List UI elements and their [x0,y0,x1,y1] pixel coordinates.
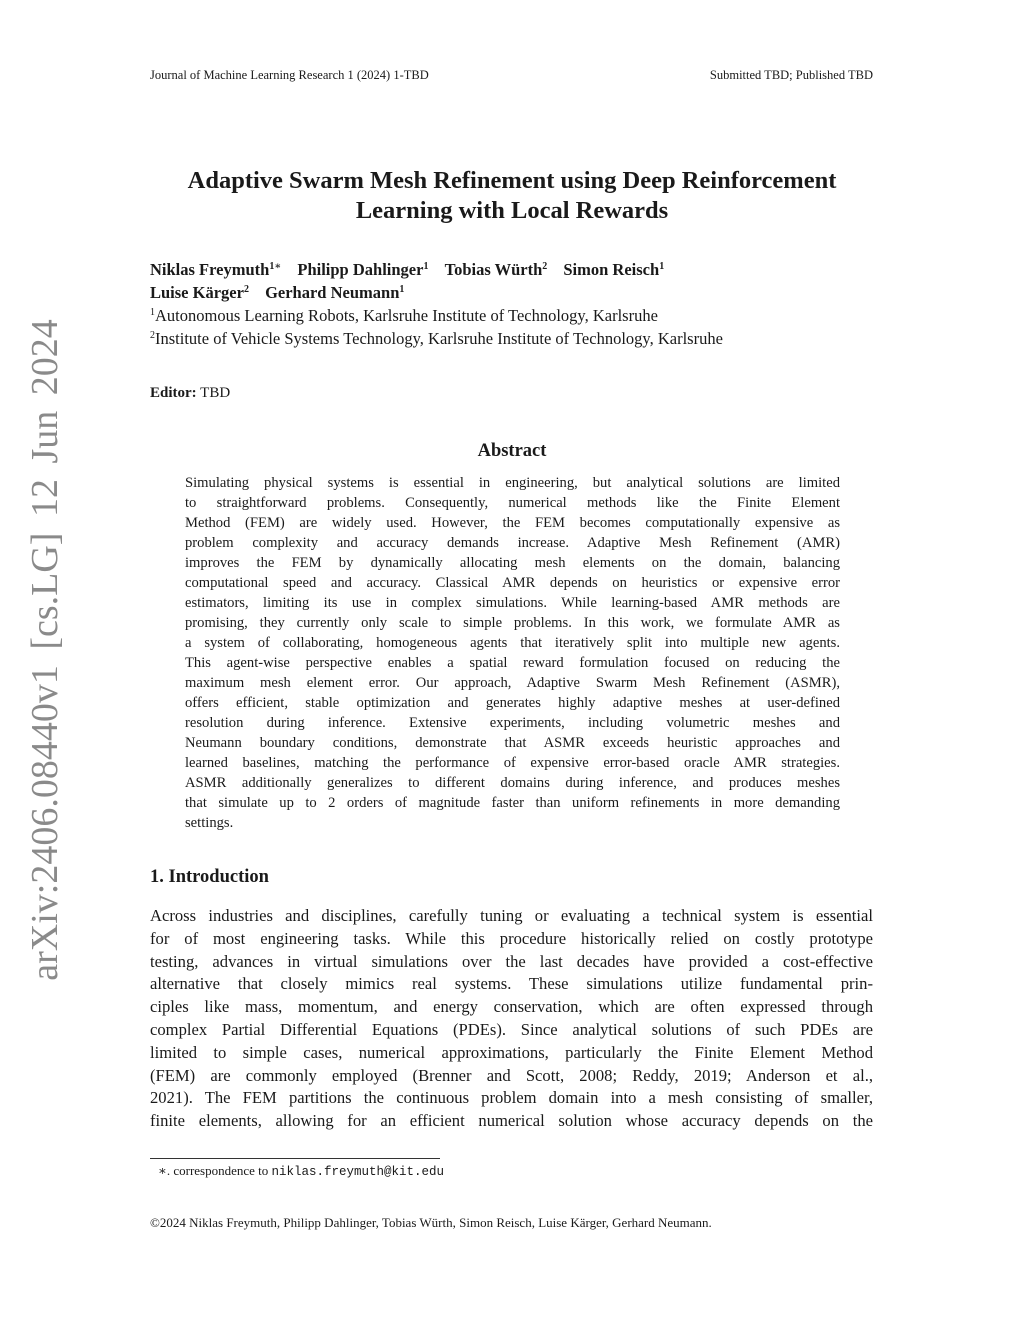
author: Niklas Freymuth$^{1∗}$ [150,260,282,279]
text-line: learned baselines, matching the performance of expensive error-based oracle AMR strategies. [185,755,840,771]
text-line: for of most engineering tasks. While this procedure historically relied on costly prototype [150,928,873,948]
text-line: settings. [185,815,234,831]
text-line: promising, they currently only scale to simple problems. In this work, we formulate AMR as [185,615,840,631]
text-line: 2021). The FEM partitions the continuous problem domain into a mesh consisting of smaller, [150,1088,873,1108]
affiliation: $^2$Institute of Vehicle Systems Technology, Karlsruhe Institute of Technology, Karlsruhe [150,329,723,348]
publication-status: Submitted TBD; Published TBD [709,68,873,82]
author-line-1 [150,258,723,281]
text-line: Across industries and disciplines, carefully tuning or evaluating a technical system is essential [150,906,873,925]
text-line: ciples like mass, momentum, and energy conservation, which are often expressed through [150,997,873,1017]
text-line: (FEM) are commonly employed (Brenner and Scott, 2008; Reddy, 2019; Anderson et al., [150,1065,873,1085]
text-line: finite elements, allowing for an efficient numerical solution whose accuracy depends on the [150,1111,873,1131]
text-line: Method (FEM) are widely used. However, the FEM becomes computationally expensive as [185,515,840,531]
author: Tobias Würth$^2$ [444,260,548,279]
text-line: problem complexity and accuracy demands increase. Adaptive Mesh Refinement (AMR) [185,535,840,551]
text-line: Neumann boundary conditions, demonstrate that ASMR exceeds heuristic approaches and [185,735,840,751]
text-line: complex Partial Differential Equations (PDEs). Since analytical solutions of such PDEs are [150,1019,873,1039]
abstract-heading: Abstract [477,441,547,461]
editor: Editor: TBD [150,385,231,401]
journal-header: Journal of Machine Learning Research 1 (2024) 1-TBD [150,68,429,82]
text-line: Simulating physical systems is essential in engineering, but analytical solutions are limited [185,475,840,491]
text-line: to straightforward problems. Consequently, numerical methods like the Finite Element [185,495,840,511]
text-line: limited to simple cases, numerical approximations, particularly the Finite Element Method [150,1042,873,1062]
abstract-body [185,473,840,833]
text-line: estimators, limiting its use in complex simulations. While learning-based AMR methods are [185,595,840,611]
author: Luise Kärger$^2$ [150,283,249,302]
text-line: This agent-wise perspective enables a spatial reward formulation focused on reducing the [185,655,840,671]
text-line: a system of collaborating, homogeneous agents that iteratively split into multiple new agents. [185,635,840,651]
paper-title: Adaptive Swarm Mesh Refinement using Deep Reinforcement Learning with Local Rewards [187,167,837,224]
text-line: computational speed and accuracy. Classical AMR depends on heuristics or expensive error [185,575,840,591]
text-line: ASMR additionally generalizes to different domains during inference, and produces meshes [185,775,840,791]
affiliation: $^1$Autonomous Learning Robots, Karlsruhe Institute of Technology, Karlsruhe [150,306,658,325]
copyright-notice: ©2024 Niklas Freymuth, Philipp Dahlinger, Tobias Würth, Simon Reisch, Luise Kärger, Gerhard Neumann. [150,1215,712,1230]
text-line: alternative that closely mimics real systems. These simulations utilize fundamental prin- [150,974,873,994]
footnote-rule [150,1158,440,1159]
footnote: ∗. correspondence to niklas.freymuth@kit.edu [158,1163,445,1179]
text-line: improves the FEM by dynamically allocating mesh elements on the domain, balancing [185,555,840,571]
author: Gerhard Neumann$^1$ [265,283,405,302]
author-line-2 [150,281,723,304]
text-line: maximum mesh element error. Our approach, Adaptive Swarm Mesh Refinement (ASMR), [185,675,840,691]
author-block [150,258,723,350]
author: Simon Reisch$^1$ [563,260,665,279]
section-heading-introduction: 1. Introduction [150,867,269,887]
text-line: offers efficient, stable optimization and generates highly adaptive meshes at user-defined [185,695,840,711]
email-link[interactable]: niklas.freymuth@kit.edu [271,1165,445,1179]
introduction-body [150,905,873,1133]
author: Philipp Dahlinger$^1$ [297,260,429,279]
arxiv-stamp: arXiv:2406.08440v1 [cs.LG] 12 Jun 2024 [24,319,66,981]
text-line: testing, advances in virtual simulations over the last decades have provided a cost-effective [150,951,873,971]
text-line: that simulate up to 2 orders of magnitude faster than uniform refinements in more demanding [185,795,840,811]
text-line: resolution during inference. Extensive experiments, including volumetric meshes and [185,715,840,731]
